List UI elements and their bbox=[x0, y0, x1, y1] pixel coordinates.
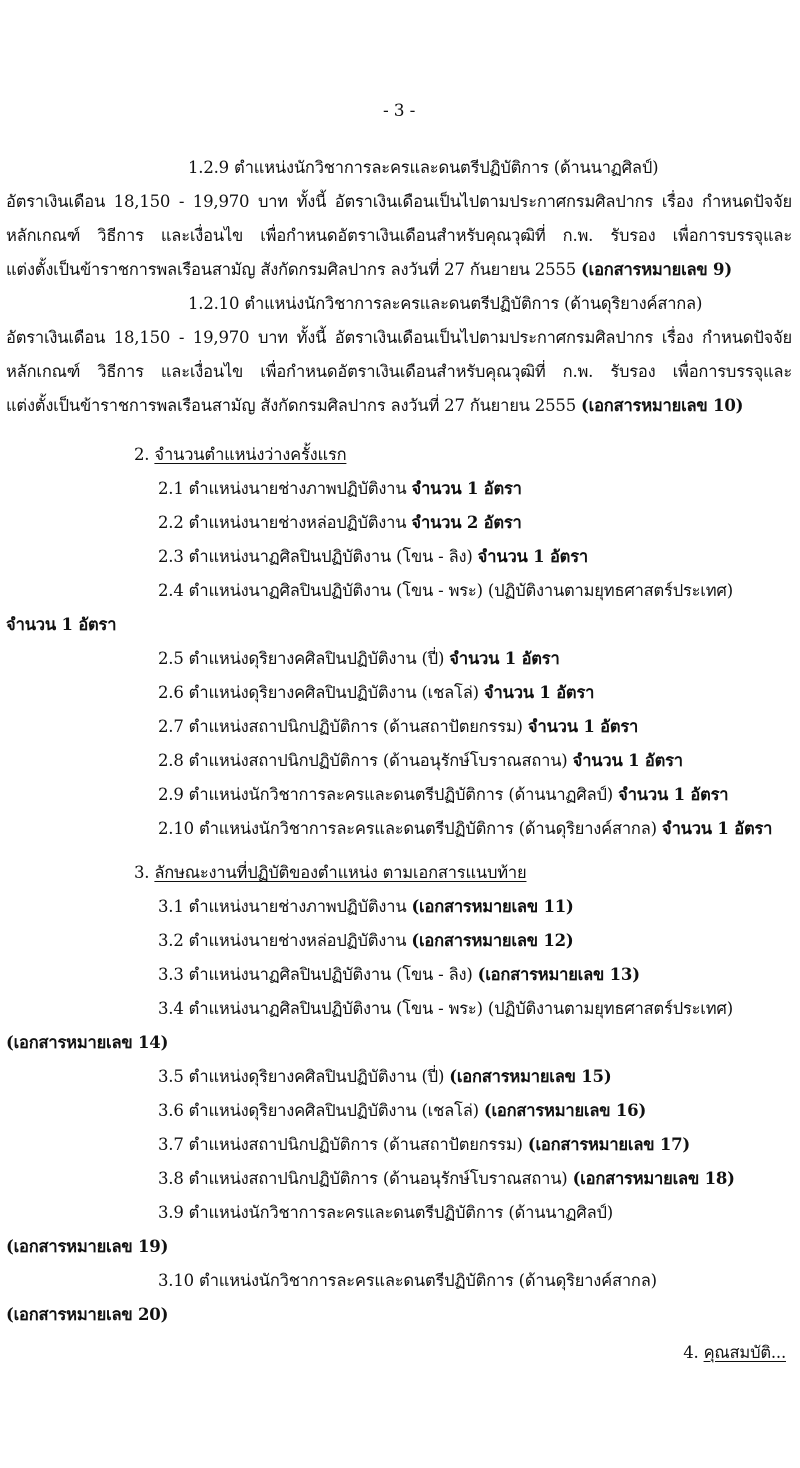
list-item-continuation: จำนวน 1 อัตรา bbox=[6, 615, 117, 634]
list-item: 3.7 ตำแหน่งสถาปนิกปฏิบัติการ (ด้านสถาปัตยกรรม) (เอกสารหมายเลข 17) bbox=[158, 1135, 691, 1154]
section-1-2-9-line-3: แต่งตั้งเป็นข้าราชการพลเรือนสามัญ สังกัดกรมศิลปากร ลงวันที่ 27 กันยายน 2555 (เอกสารหมายเลข 9) bbox=[6, 260, 732, 279]
list-item: 3.9 ตำแหน่งนักวิชาการละครและดนตรีปฏิบัติการ (ด้านนาฏศิลป์) bbox=[158, 1203, 614, 1222]
section-1-2-9-line-1: อัตราเงินเดือน 18,150 - 19,970 บาท ทั้งนี้ อัตราเงินเดือนเป็นไปตามประกาศกรมศิลปากร เรื่อง กำหนดปัจจัย bbox=[6, 192, 792, 211]
list-item: 2.6 ตำแหน่งดุริยางคศิลปินปฏิบัติงาน (เชลโล่) จำนวน 1 อัตรา bbox=[158, 683, 595, 702]
list-item: 3.2 ตำแหน่งนายช่างหล่อปฏิบัติงาน (เอกสารหมายเลข 12) bbox=[158, 931, 574, 950]
list-item: 3.5 ตำแหน่งดุริยางคศิลปินปฏิบัติงาน (ปี่) (เอกสารหมายเลข 15) bbox=[158, 1067, 612, 1086]
list-item-continuation: (เอกสารหมายเลข 20) bbox=[6, 1305, 169, 1324]
section-2-heading: 2. จำนวนตำแหน่งว่างครั้งแรก bbox=[134, 445, 347, 464]
list-item: 3.4 ตำแหน่งนาฏศิลปินปฏิบัติงาน (โขน - พระ) (ปฏิบัติงานตามยุทธศาสตร์ประเทศ) bbox=[158, 999, 733, 1018]
list-item: 2.5 ตำแหน่งดุริยางคศิลปินปฏิบัติงาน (ปี่) จำนวน 1 อัตรา bbox=[158, 649, 560, 668]
section-3-heading: 3. ลักษณะงานที่ปฏิบัติของตำแหน่ง ตามเอกสารแนบท้าย bbox=[134, 863, 527, 882]
list-item: 3.3 ตำแหน่งนาฏศิลปินปฏิบัติงาน (โขน - ลิง) (เอกสารหมายเลข 13) bbox=[158, 965, 640, 984]
list-item: 2.3 ตำแหน่งนาฏศิลปินปฏิบัติงาน (โขน - ลิง) จำนวน 1 อัตรา bbox=[158, 547, 588, 566]
list-item: 3.1 ตำแหน่งนายช่างภาพปฏิบัติงาน (เอกสารหมายเลข 11) bbox=[158, 897, 574, 916]
section-3-title: ลักษณะงานที่ปฏิบัติของตำแหน่ง ตามเอกสารแนบท้าย bbox=[154, 863, 527, 882]
list-item: 2.9 ตำแหน่งนักวิชาการละครและดนตรีปฏิบัติการ (ด้านนาฏศิลป์) จำนวน 1 อัตรา bbox=[158, 785, 729, 804]
section-1-2-9-heading: 1.2.9 ตำแหน่งนักวิชาการละครและดนตรีปฏิบัติการ (ด้านนาฏศิลป์) bbox=[188, 158, 659, 177]
list-item: 3.8 ตำแหน่งสถาปนิกปฏิบัติการ (ด้านอนุรักษ์โบราณสถาน) (เอกสารหมายเลข 18) bbox=[158, 1169, 735, 1188]
list-item-continuation: (เอกสารหมายเลข 14) bbox=[6, 1033, 169, 1052]
section-1-2-10-line-2: หลักเกณฑ์ วิธีการ และเงื่อนไข เพื่อกำหนดอัตราเงินเดือนสำหรับคุณวุฒิที่ ก.พ. รับรอง เพื่อการบรรจุและ bbox=[6, 362, 792, 381]
list-item: 2.4 ตำแหน่งนาฏศิลปินปฏิบัติงาน (โขน - พระ) (ปฏิบัติงานตามยุทธศาสตร์ประเทศ) bbox=[158, 581, 733, 600]
section-1-2-10-line-1: อัตราเงินเดือน 18,150 - 19,970 บาท ทั้งนี้ อัตราเงินเดือนเป็นไปตามประกาศกรมศิลปากร เรื่อง กำหนดปัจจัย bbox=[6, 328, 792, 347]
list-item: 2.8 ตำแหน่งสถาปนิกปฏิบัติการ (ด้านอนุรักษ์โบราณสถาน) จำนวน 1 อัตรา bbox=[158, 751, 683, 770]
section-1-2-9-line-2: หลักเกณฑ์ วิธีการ และเงื่อนไข เพื่อกำหนดอัตราเงินเดือนสำหรับคุณวุฒิที่ ก.พ. รับรอง เพื่อการบรรจุและ bbox=[6, 226, 792, 245]
document-ref: (เอกสารหมายเลข 9) bbox=[581, 260, 732, 279]
section-2-title: จำนวนตำแหน่งว่างครั้งแรก bbox=[154, 445, 347, 464]
list-item: 2.1 ตำแหน่งนายช่างภาพปฏิบัติงาน จำนวน 1 อัตรา bbox=[158, 479, 522, 498]
list-item: 2.2 ตำแหน่งนายช่างหล่อปฏิบัติงาน จำนวน 2 อัตรา bbox=[158, 513, 522, 532]
document-ref: (เอกสารหมายเลข 10) bbox=[581, 396, 744, 415]
page-number: - 3 - bbox=[383, 101, 416, 121]
continuation-marker: 4. คุณสมบัติ... bbox=[683, 1343, 786, 1362]
section-1-2-10-heading: 1.2.10 ตำแหน่งนักวิชาการละครและดนตรีปฏิบัติการ (ด้านดุริยางค์สากล) bbox=[188, 294, 703, 313]
list-item: 2.10 ตำแหน่งนักวิชาการละครและดนตรีปฏิบัติการ (ด้านดุริยางค์สากล) จำนวน 1 อัตรา bbox=[158, 819, 773, 838]
list-item: 3.6 ตำแหน่งดุริยางคศิลปินปฏิบัติงาน (เชลโล่) (เอกสารหมายเลข 16) bbox=[158, 1101, 647, 1120]
list-item: 2.7 ตำแหน่งสถาปนิกปฏิบัติการ (ด้านสถาปัตยกรรม) จำนวน 1 อัตรา bbox=[158, 717, 639, 736]
list-item: 3.10 ตำแหน่งนักวิชาการละครและดนตรีปฏิบัติการ (ด้านดุริยางค์สากล) bbox=[158, 1271, 657, 1290]
section-1-2-10-line-3: แต่งตั้งเป็นข้าราชการพลเรือนสามัญ สังกัดกรมศิลปากร ลงวันที่ 27 กันยายน 2555 (เอกสารหมายเลข 10) bbox=[6, 396, 744, 415]
list-item-continuation: (เอกสารหมายเลข 19) bbox=[6, 1237, 169, 1256]
